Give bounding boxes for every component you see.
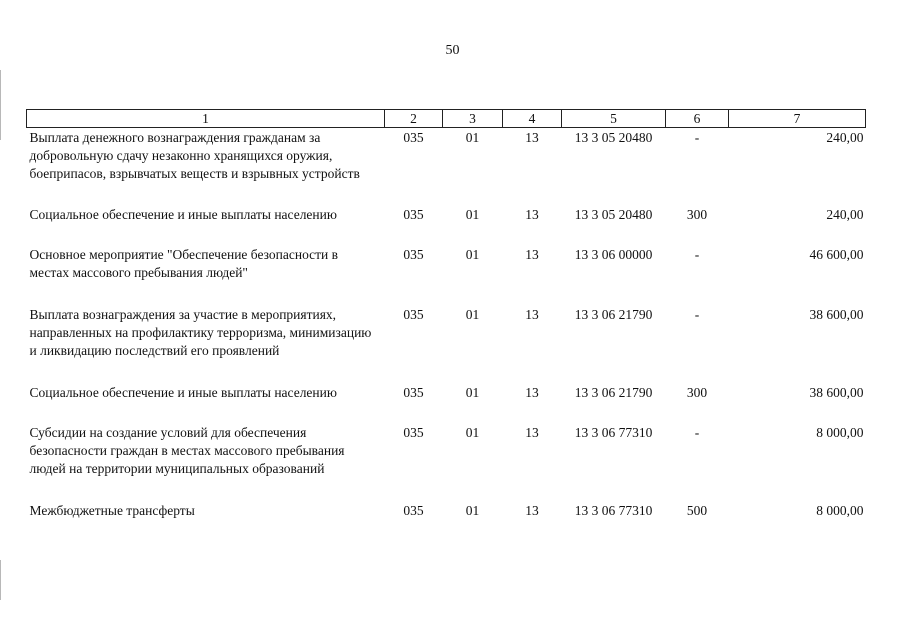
target-article-code: 13 3 06 77310 bbox=[574, 424, 653, 440]
subsection-code: 13 bbox=[525, 424, 539, 440]
expense-type-code: 300 bbox=[686, 384, 708, 400]
section-code: 01 bbox=[465, 246, 480, 262]
table-row bbox=[27, 306, 866, 384]
grbs-code: 035 bbox=[403, 130, 424, 145]
table-row bbox=[27, 502, 866, 522]
section-code: 01 bbox=[465, 306, 480, 322]
table-row bbox=[27, 246, 866, 306]
subsection-code: 13 bbox=[525, 306, 539, 322]
amount: 8 000,00 bbox=[816, 424, 864, 440]
column-header: 5 bbox=[562, 110, 666, 128]
target-article-code: 13 3 06 21790 bbox=[574, 384, 653, 400]
column-header: 1 bbox=[27, 110, 385, 128]
target-article-code: 13 3 05 20480 bbox=[574, 130, 653, 145]
subsection-code: 13 bbox=[525, 246, 539, 262]
expense-type-code: 300 bbox=[686, 206, 708, 222]
section-code: 01 bbox=[465, 384, 480, 400]
section-code: 01 bbox=[465, 206, 480, 222]
subsection-code: 13 bbox=[525, 206, 539, 222]
column-header: 2 bbox=[385, 110, 443, 128]
table-row bbox=[27, 384, 866, 424]
target-article-code: 13 3 06 77310 bbox=[574, 502, 653, 518]
grbs-code: 035 bbox=[403, 384, 424, 400]
expense-type-code: - bbox=[694, 424, 700, 440]
item-name: Социальное обеспечение и иные выплаты населению bbox=[29, 206, 337, 222]
grbs-code: 035 bbox=[403, 246, 424, 262]
section-code: 01 bbox=[465, 502, 480, 518]
item-name: Выплата денежного вознаграждения гражданам за добровольную сдачу незаконно хранящихся оружия, боеприпасов, взрывчатых веществ и взрывных устройств bbox=[29, 130, 360, 181]
amount: 240,00 bbox=[826, 130, 864, 145]
left-margin-line bbox=[0, 560, 1, 600]
grbs-code: 035 bbox=[403, 206, 424, 222]
left-margin-line bbox=[0, 70, 1, 140]
table-row bbox=[27, 424, 866, 502]
item-name: Субсидии на создание условий для обеспечения безопасности граждан в местах массового пребывания людей на территории муниципальных образований bbox=[29, 424, 345, 476]
section-code: 01 bbox=[465, 424, 480, 440]
column-header: 3 bbox=[443, 110, 503, 128]
column-header: 7 bbox=[729, 110, 866, 128]
target-article-code: 13 3 05 20480 bbox=[574, 206, 653, 222]
grbs-code: 035 bbox=[403, 502, 424, 518]
column-header: 6 bbox=[666, 110, 729, 128]
subsection-code: 13 bbox=[525, 502, 539, 518]
section-code: 01 bbox=[465, 130, 480, 145]
table-row bbox=[27, 128, 866, 206]
item-name: Основное мероприятие "Обеспечение безопасности в местах массового пребывания людей" bbox=[29, 246, 339, 280]
item-name: Социальное обеспечение и иные выплаты населению bbox=[29, 384, 337, 400]
page-number: 50 bbox=[445, 43, 460, 58]
subsection-code: 13 bbox=[525, 384, 539, 400]
table-row bbox=[27, 206, 866, 246]
subsection-code: 13 bbox=[525, 130, 539, 145]
amount: 46 600,00 bbox=[809, 246, 864, 262]
expense-type-code: - bbox=[694, 306, 700, 322]
expense-type-code: - bbox=[694, 130, 700, 145]
budget-table bbox=[26, 109, 866, 522]
expense-type-code: - bbox=[694, 246, 700, 262]
target-article-code: 13 3 06 00000 bbox=[574, 246, 653, 262]
item-name: Межбюджетные трансферты bbox=[29, 502, 195, 518]
amount: 38 600,00 bbox=[809, 306, 864, 322]
target-article-code: 13 3 06 21790 bbox=[574, 306, 653, 322]
grbs-code: 035 bbox=[403, 424, 424, 440]
item-name: Выплата вознаграждения за участие в мероприятиях, направленных на профилактику терроризма, минимизацию и ликвидацию последствий его проявлений bbox=[29, 306, 372, 358]
column-header: 4 bbox=[503, 110, 562, 128]
amount: 8 000,00 bbox=[816, 502, 864, 518]
amount: 38 600,00 bbox=[809, 384, 864, 400]
header-row bbox=[27, 110, 866, 128]
amount: 240,00 bbox=[826, 206, 864, 222]
expense-type-code: 500 bbox=[686, 502, 708, 518]
grbs-code: 035 bbox=[403, 306, 424, 322]
